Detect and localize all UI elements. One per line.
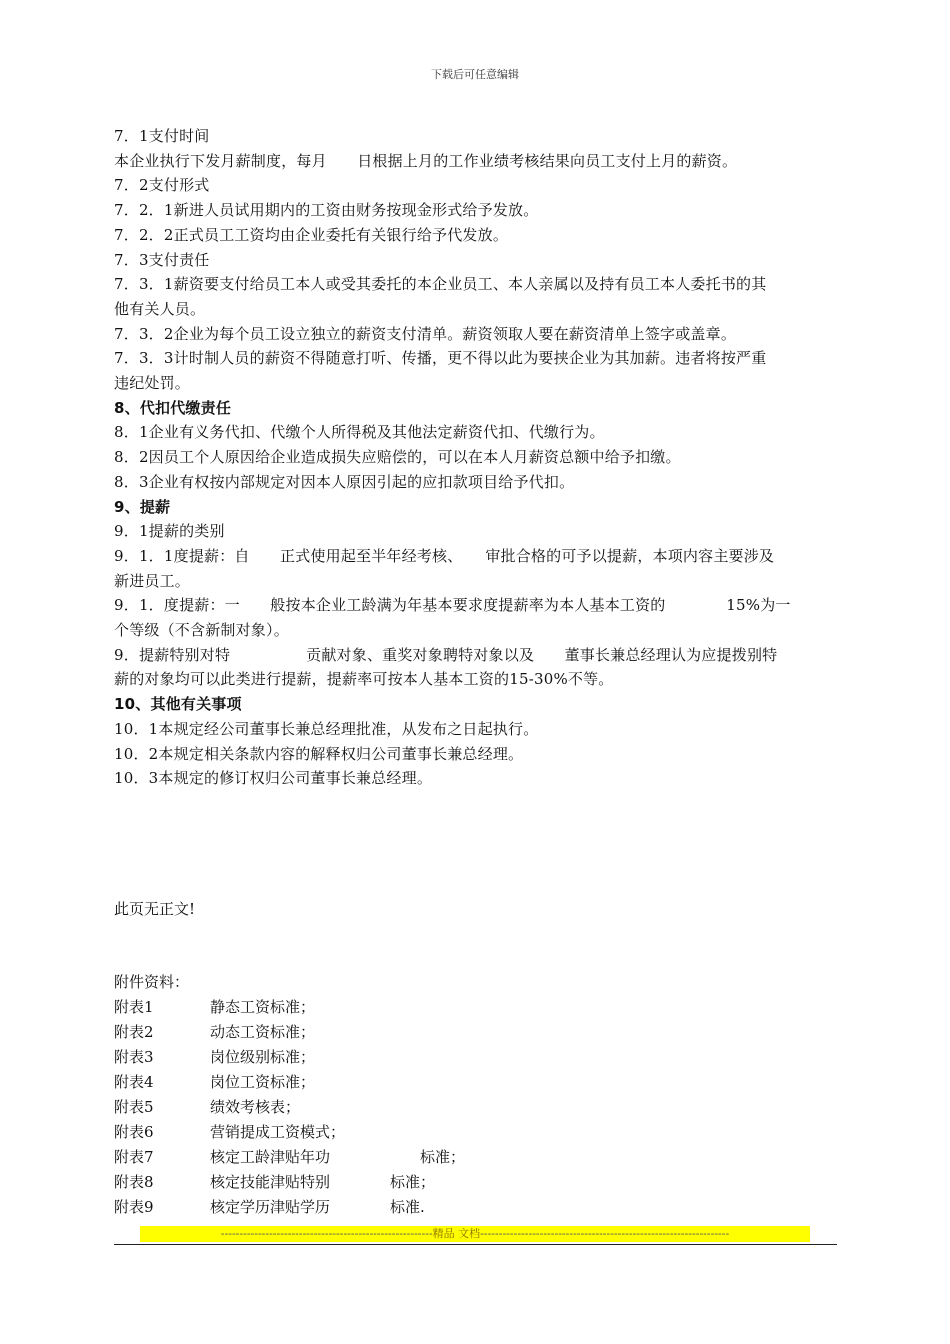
paragraph-line: 违纪处罚。 <box>114 374 191 393</box>
attachment-item <box>114 995 465 1020</box>
document-body <box>114 124 839 791</box>
paragraph-line: 7．1支付时间 <box>114 127 210 145</box>
attachment-label: 附表7 <box>114 1148 154 1166</box>
attachment-item <box>114 1095 465 1120</box>
attachment-text: 营销提成工资模式； <box>210 1123 346 1141</box>
attachment-text: 核定技能津贴特别 标准； <box>210 1173 436 1191</box>
page-header: 下载后可任意编辑 <box>431 68 519 81</box>
paragraph-line: 7．3．3计时制人员的薪资不得随意打听、传播，更不得以此为要挟企业为其加薪。违者将按严重 <box>114 349 767 368</box>
paragraph-line: 10．3本规定的修订权归公司董事长兼总经理。 <box>114 769 433 788</box>
footer-label: 精品 文档 <box>432 1227 481 1240</box>
footer-dashes-left: --------------------------------------------------------- <box>220 1227 433 1240</box>
paragraph-line: 9．1．1度提薪：自 正式使用起至半年经考核、 审批合格的可予以提薪，本项内容主要涉及 <box>114 546 775 565</box>
section-heading: 8、代扣代缴责任 <box>114 398 232 417</box>
attachment-label: 附表1 <box>114 998 154 1016</box>
attachment-label: 附表6 <box>114 1123 154 1141</box>
paragraph-line: 9．提薪特别对特 贡献对象、重奖对象聘特对象以及 董事长兼总经理认为应提拨别特 <box>114 645 778 664</box>
paragraph-line: 9．1提薪的类别 <box>114 522 225 541</box>
no-body-note: 此页无正文! <box>114 900 196 918</box>
attachment-text: 核定学历津贴学历 标准. <box>210 1198 425 1216</box>
attachment-text: 静态工资标准； <box>210 998 316 1016</box>
attachment-label: 附表2 <box>114 1023 154 1041</box>
attachment-label: 附表5 <box>114 1098 154 1116</box>
footer-dashes-right: ------------------------------------------------------------------- <box>480 1227 730 1240</box>
paragraph-line: 7．2．1新进人员试用期内的工资由财务按现金形式给予发放。 <box>114 201 539 220</box>
attachment-text: 岗位工资标准； <box>210 1073 316 1091</box>
paragraph-line: 7．2．2正式员工工资均由企业委托有关银行给予代发放。 <box>114 225 509 244</box>
attachment-text: 绩效考核表； <box>210 1098 301 1116</box>
attachments-section <box>114 970 465 1220</box>
paragraph-line: 7．3．2企业为每个员工设立独立的薪资支付清单。薪资领取人要在薪资清单上签字或盖章。 <box>114 324 737 343</box>
attachment-item <box>114 1170 465 1195</box>
attachment-item <box>114 1045 465 1070</box>
attachment-item <box>114 1145 465 1170</box>
attachment-label: 附表4 <box>114 1073 154 1091</box>
paragraph-line: 7．3支付责任 <box>114 250 210 269</box>
paragraph-line: 9．1．度提薪：一 般按本企业工龄满为年基本要求度提薪率为本人基本工资的 15%为一 <box>114 596 791 615</box>
paragraph-line: 个等级（不含新制对象）。 <box>114 621 289 640</box>
attachment-label: 附表3 <box>114 1048 154 1066</box>
attachment-text: 核定工龄津贴年功 标准； <box>210 1148 466 1166</box>
attachment-text: 动态工资标准； <box>210 1023 316 1041</box>
paragraph-line: 新进员工。 <box>114 571 191 590</box>
footer-rule <box>114 1244 837 1245</box>
attachment-label: 附表8 <box>114 1173 154 1191</box>
paragraph-line: 薪的对象均可以此类进行提薪，提薪率可按本人基本工资的15-30%不等。 <box>114 670 614 689</box>
attachment-item <box>114 1120 465 1145</box>
attachments-title: 附件资料： <box>114 973 190 991</box>
paragraph-line: 8．2因员工个人原因给企业造成损失应赔偿的，可以在本人月薪资总额中给予扣缴。 <box>114 448 681 467</box>
paragraph-line: 7．2支付形式 <box>114 176 210 195</box>
paragraph-line: 10．2本规定相关条款内容的解释权归公司董事长兼总经理。 <box>114 744 524 763</box>
paragraph-line: 本企业执行下发月薪制度，每月 日根据上月的工作业绩考核结果向员工支付上月的薪资。 <box>114 151 738 170</box>
attachment-text: 岗位级别标准； <box>210 1048 316 1066</box>
paragraph-line: 7．3．1薪资要支付给员工本人或受其委托的本企业员工、本人亲属以及持有员工本人委托书的其 <box>114 275 767 294</box>
footer-banner <box>140 1226 810 1242</box>
paragraph-line: 8．1企业有义务代扣、代缴个人所得税及其他法定薪资代扣、代缴行为。 <box>114 423 605 442</box>
attachment-label: 附表9 <box>114 1198 154 1216</box>
section-heading: 10、其他有关事项 <box>114 695 242 714</box>
attachment-item <box>114 1195 465 1220</box>
attachment-item <box>114 1020 465 1045</box>
paragraph-line: 10．1本规定经公司董事长兼总经理批准，从发布之日起执行。 <box>114 719 539 738</box>
attachment-item <box>114 1070 465 1095</box>
section-heading: 9、提薪 <box>114 497 171 516</box>
paragraph-line: 他有关人员。 <box>114 299 206 318</box>
paragraph-line: 8．3企业有权按内部规定对因本人原因引起的应扣款项目给予代扣。 <box>114 472 575 491</box>
